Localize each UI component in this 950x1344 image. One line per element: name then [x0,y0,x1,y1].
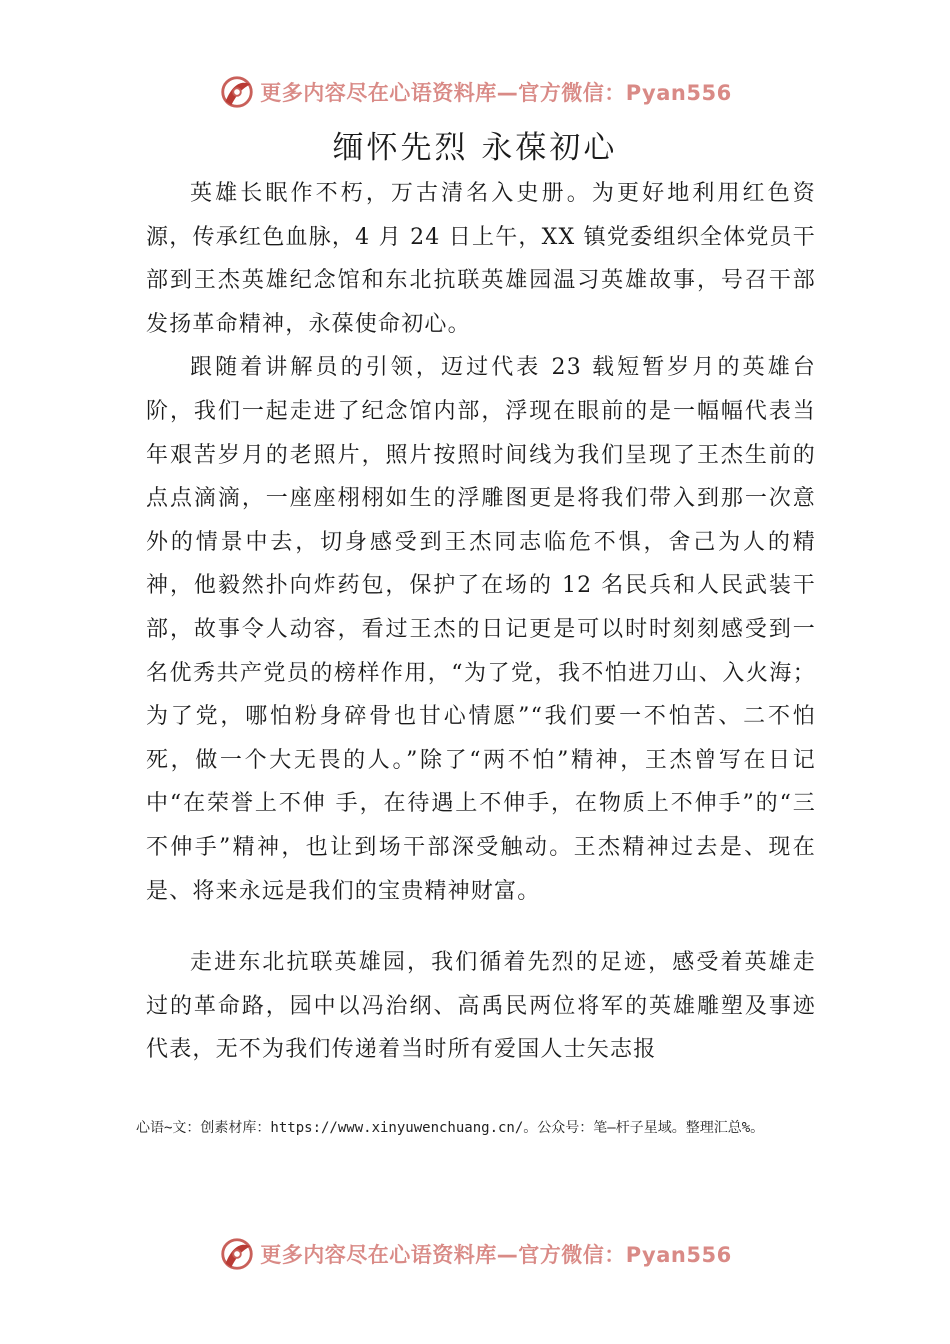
document-body [146,172,816,1072]
banner-text: 更多内容尽在心语资料库—官方微信：Pyan556 [260,81,732,105]
paragraph: 英雄长眠作不朽，万古清名入史册。为更好地利用红色资源，传承红色血脉，4 月 24 日上午，XX 镇党委组织全体党员干部到王杰英雄纪念馆和东北抗联英雄园温习英雄故事，号召干部发扬革命精神，永葆使命初心。 [146,181,816,337]
document-title: 缅怀先烈 永葆初心 [332,130,618,166]
banner-text: 更多内容尽在心语资料库—官方微信：Pyan556 [260,1243,732,1267]
paragraph: 跟随着讲解员的引领，迈过代表 23 载短暂岁月的英雄台阶，我们一起走进了纪念馆内部，浮现在眼前的是一幅幅代表当年艰苦岁月的老照片，照片按照时间线为我们呈现了王杰生前的点点滴滴，一座座栩栩如生的浮雕图更是将我们带入到那一次意外的情景中去，切身感受到王杰同志临危不惧，舍己为人的精神，他毅然扑向炸药包，保护了在场的 12 名民兵和人民武装干部，故事令人动容，看过王杰的日记更是可以时时刻刻感受到一名优秀共产党员的榜样作用，“为了党，我不怕进刀山、入火海；为了党，哪怕粉身碎骨也甘心情愿”“我们要一不怕苦、二不怕死，做一个大无畏的人。”除了“两不怕”精神，王杰曾写在日记中“在荣誉上不伸 手，在待遇上不伸手，在物质上不伸手”的“三不伸手”精神，也让到场干部深受触动。王杰精神过去是、现在是、将来永远是我们的宝贵精神财富。 [146,355,816,904]
paragraph: 走进东北抗联英雄园，我们循着先烈的足迹，感受着英雄走过的革命路，园中以冯治纲、高禹民两位将军的英雄雕塑及事迹代表，无不为我们传递着当时所有爱国人士矢志报 [146,950,816,1063]
header-banner [0,70,950,114]
footer-banner [0,1232,950,1276]
red-ribbon-logo-icon [218,73,256,111]
footnote: 心语~文：创素材库：https://www.xinyuwenchuang.cn/。公众号：笔—杆子星域。整理汇总%。 [136,1120,765,1136]
red-ribbon-logo-icon [218,1235,256,1273]
